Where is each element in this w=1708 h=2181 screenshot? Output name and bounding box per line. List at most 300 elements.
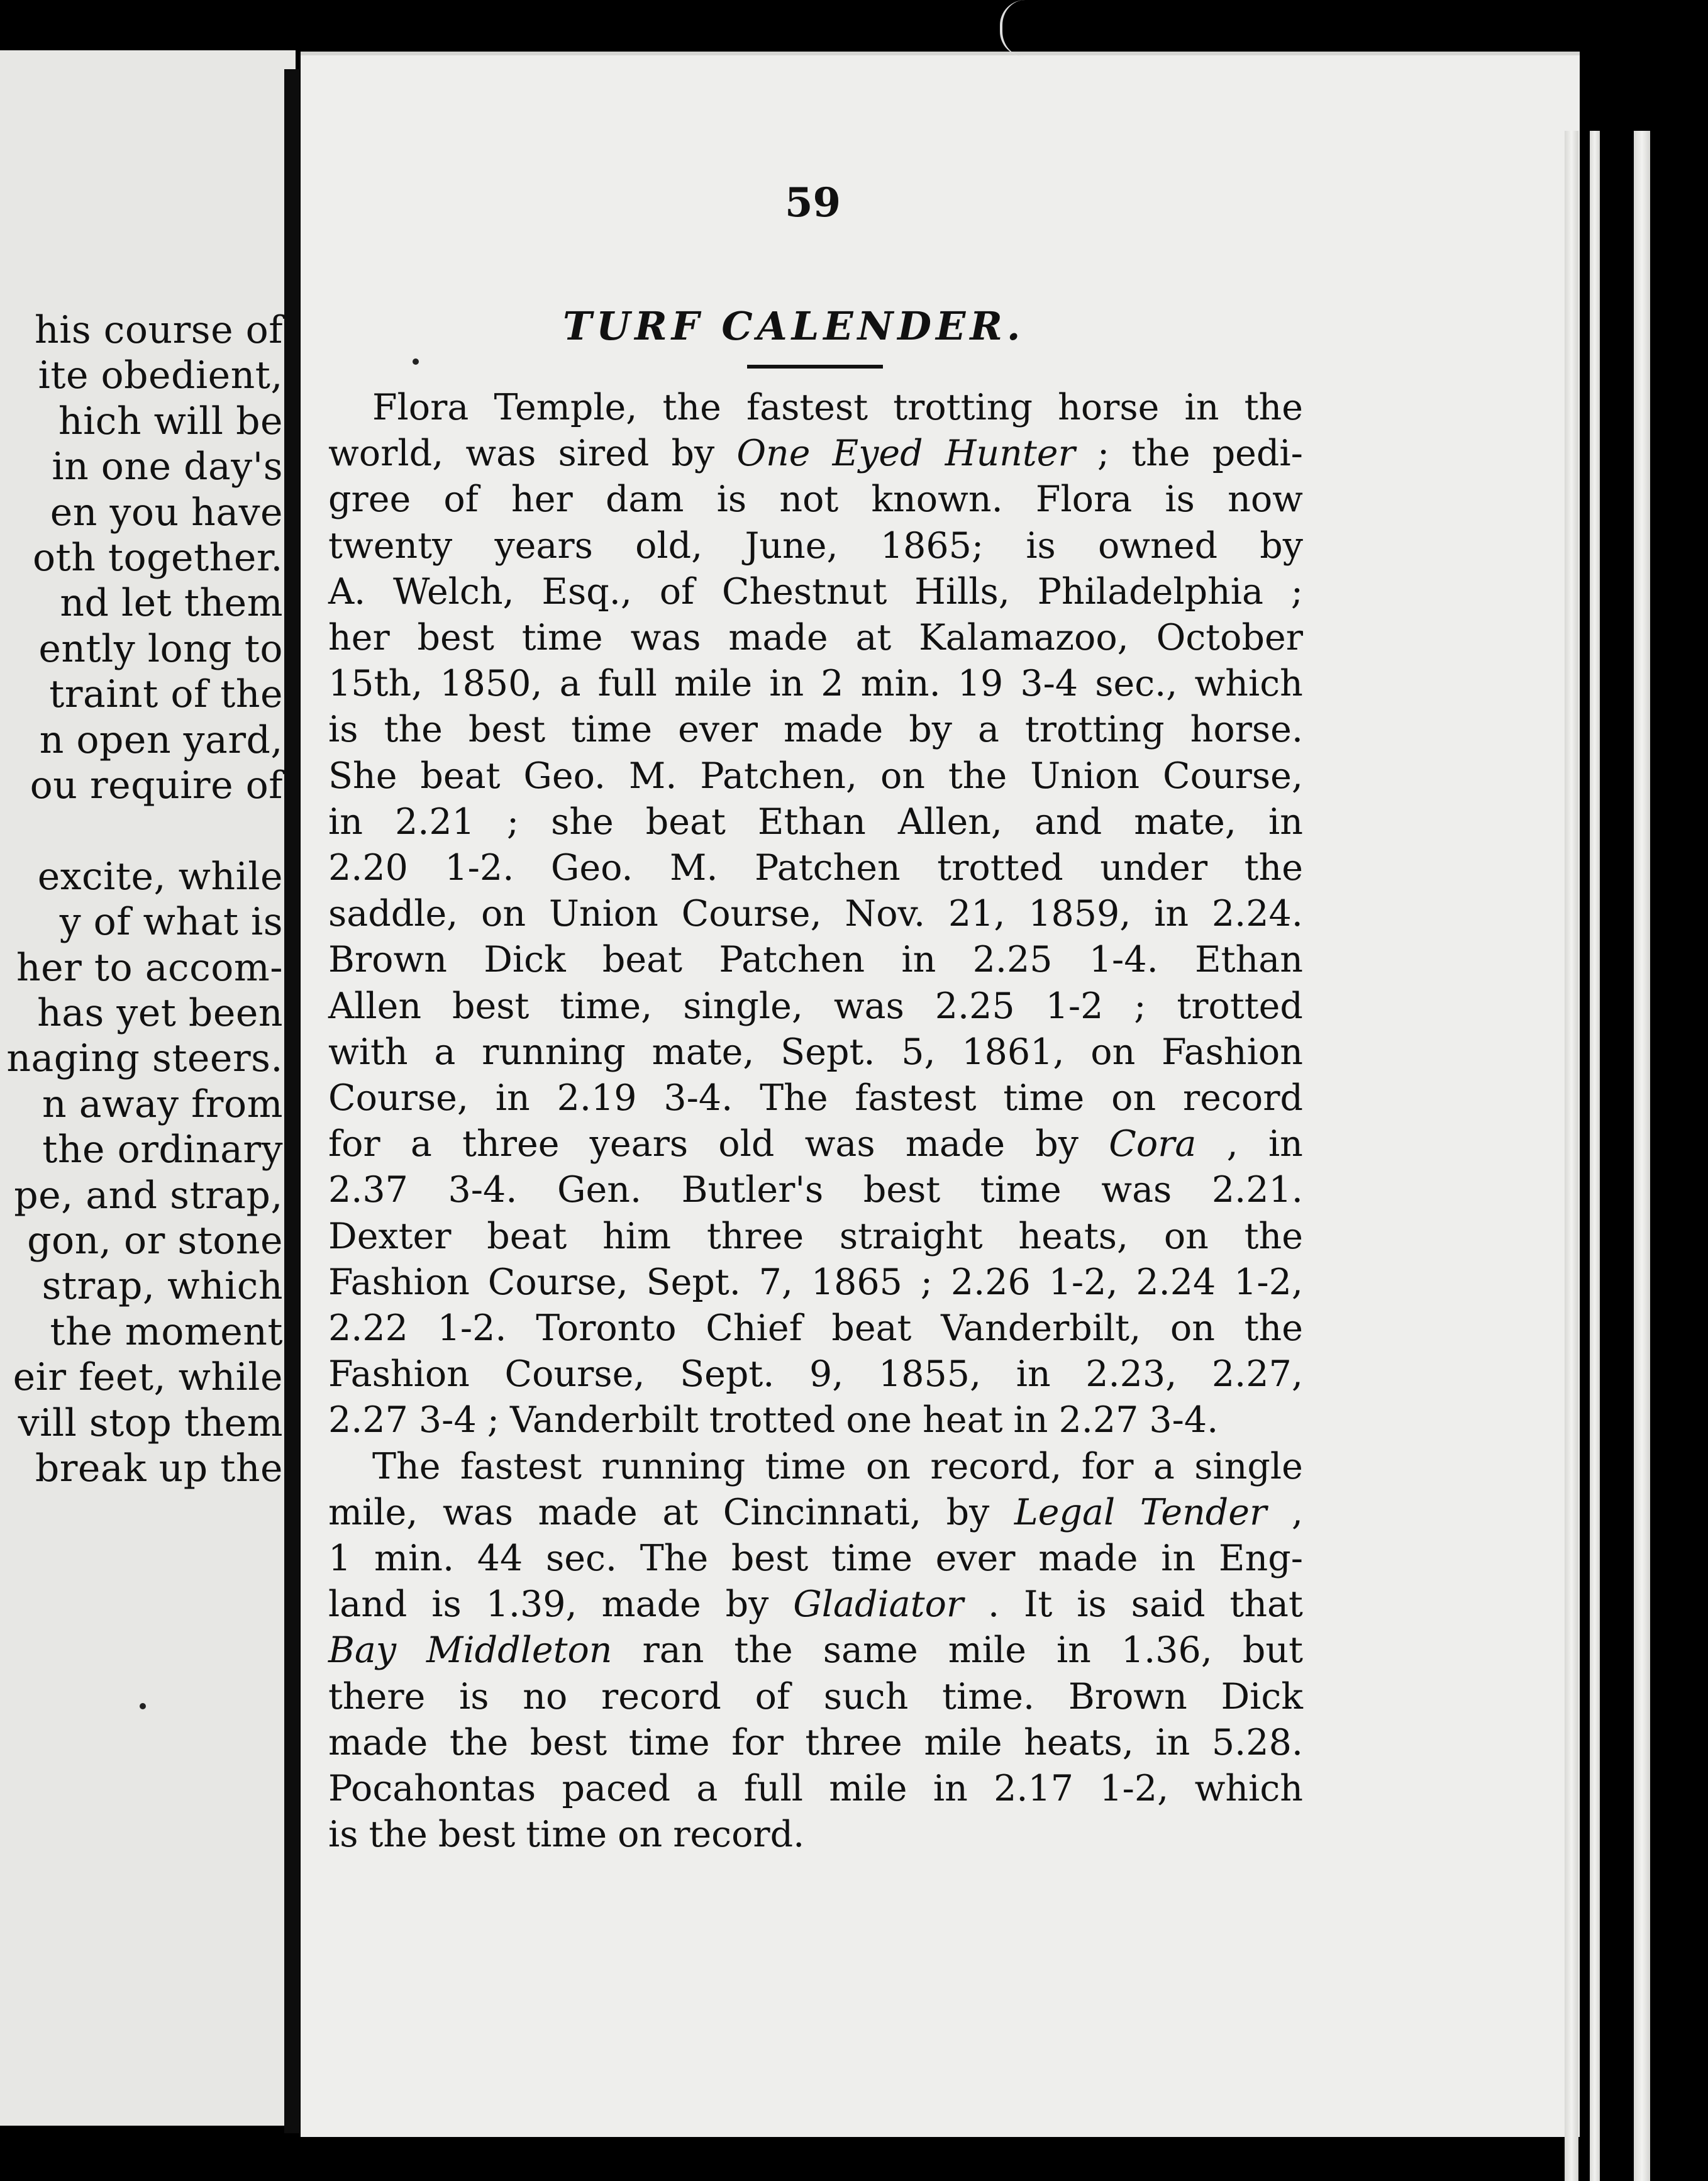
italic-word: Legal [1014,1491,1116,1533]
word: 2.22 [328,1307,408,1349]
text-line [328,1351,1303,1397]
text-line [328,1214,1303,1259]
word: 2.24 [1136,1261,1216,1303]
text-line [328,523,1303,569]
word: for [731,1721,784,1763]
word: the [369,1814,428,1856]
text-line [328,1812,1303,1857]
text-line [328,1720,1303,1765]
word: same [823,1629,918,1672]
word: is [328,709,358,751]
scan-artifact [1000,0,1028,57]
word: beat [420,755,501,797]
text-line [328,1029,1303,1075]
word: in [1013,1399,1048,1441]
word: 1.36, [1121,1629,1212,1672]
previous-page-line: y of what is [59,900,283,945]
word: time [628,1721,710,1763]
word: a [1153,1445,1175,1487]
word: record. [673,1814,805,1856]
italic-word: Tender [1140,1491,1267,1533]
word: running [601,1445,746,1487]
word: said [1131,1584,1206,1626]
text-line [328,615,1303,660]
word: beat [602,939,683,981]
previous-page-line: hich will be [58,399,283,443]
word: 19 [957,663,1004,705]
word: sired [558,433,650,475]
word: single [1194,1445,1303,1487]
word: trotted [1177,985,1303,1027]
word: horse [1058,387,1160,428]
previous-page-line: her to accom- [16,945,283,990]
word: 2.27 [1058,1399,1139,1441]
word: M. [670,847,718,889]
word: Ethan [1195,939,1303,981]
word: ever [678,709,758,751]
text-line [328,569,1303,614]
word: heats, [1018,1215,1129,1257]
word: Fashion [328,1261,470,1303]
word: Kalamazoo, [919,617,1129,658]
word: The [372,1445,441,1487]
word: 3-4 [418,1399,477,1441]
word: in [901,939,936,981]
word: in [1268,801,1303,843]
word: 1.39, [485,1584,577,1626]
word: time [1003,1077,1085,1119]
previous-page-line: n away from [42,1082,283,1126]
word: 2.21 [394,801,475,843]
word: world, [328,433,444,475]
previous-page-line: en you have [50,490,283,535]
previous-page-line: oth together. [32,536,283,580]
word: she [551,801,614,843]
word: 1859, [1028,893,1131,935]
previous-page-line: nd let them [60,581,283,626]
page-title: TURF CALENDER. [563,303,1025,349]
ink-dot [140,1703,146,1709]
word: in [933,1768,968,1809]
word: beat [487,1215,567,1257]
word: 1861, [962,1031,1065,1073]
word: trotted [937,847,1063,889]
word: time [521,617,603,658]
word: owned [1098,524,1218,567]
word: in [1016,1353,1051,1396]
word: now [1228,479,1303,521]
word: trotted [709,1399,836,1441]
word: saddle, [328,893,458,935]
word: the [1244,1215,1303,1257]
word: was [804,1123,875,1165]
word: 2.25 [934,985,1015,1027]
word: land [328,1584,408,1626]
word: him [602,1215,672,1257]
word: years [589,1123,689,1165]
page-edge [1565,131,1578,2181]
word: was [465,433,536,475]
text-line [328,1397,1303,1443]
word: on [1111,1077,1156,1119]
word: best [863,1169,941,1211]
word: in [1184,387,1219,428]
word: 2.19 [557,1077,637,1119]
word: Esq., [541,570,632,613]
word: a [434,1031,456,1073]
text-line [328,1260,1303,1305]
word: Patchen [719,939,865,981]
text-line [328,1582,1303,1627]
previous-page-line: traint of the [49,672,283,717]
word: full [743,1768,803,1809]
word: of [443,479,479,521]
word: Toronto [536,1307,677,1349]
text-line [328,431,1303,476]
word: known. [871,479,1003,521]
italic-word: Middleton [426,1629,613,1672]
word: by [946,1491,990,1533]
italic-word: Cora [1109,1123,1197,1165]
word: 2.21. [1211,1169,1303,1211]
word: Sept. [680,1353,775,1396]
word: 1-2. [437,1307,507,1349]
previous-page-line: gon, or stone [27,1219,283,1263]
word: beat [645,801,726,843]
text-line [328,937,1303,982]
word: is [459,1675,489,1718]
word: The [760,1077,828,1119]
word: best [731,1538,809,1579]
word: 3-4 [1020,663,1079,705]
previous-page-line: vill stop them [18,1401,283,1445]
text-line [328,1628,1303,1673]
word: pedi- [1212,433,1303,475]
word: three [706,1215,804,1257]
word: 1865 [811,1261,902,1303]
word: ; [1134,985,1146,1027]
word: 1-4. [1089,939,1158,981]
word: time. [942,1675,1035,1718]
word: 1-2 [1045,985,1104,1027]
previous-page-line: ou require of [30,763,283,807]
word: in [1155,1721,1190,1763]
word: time [831,1538,912,1579]
word: made [328,1721,428,1763]
word: Nov. [845,893,926,935]
previous-page [0,50,296,2126]
word: October [1156,617,1303,658]
word: the [1131,433,1190,475]
word: by [1260,524,1303,567]
word: Course, [1162,755,1303,797]
text-line [328,1490,1303,1535]
word: 1 [328,1538,352,1579]
word: time [980,1169,1062,1211]
previous-page-line: excite, while [37,854,283,899]
word: min. [860,663,941,705]
word: It [1023,1584,1053,1626]
word: Vanderbilt [509,1399,699,1441]
word: Patchen [754,847,901,889]
word: Union [548,893,658,935]
word: is [1026,524,1056,567]
word: in [1268,1123,1303,1165]
word: at [855,617,892,658]
word: is [328,1814,358,1856]
word: straight [839,1215,983,1257]
word: Philadelphia [1037,570,1263,613]
word: 5, [901,1031,936,1073]
word: record, [930,1445,1062,1487]
text-line [328,891,1303,936]
word: Brown [328,939,447,981]
word: on [1163,1215,1209,1257]
word: Welch, [393,570,514,613]
word: Vanderbilt, [941,1307,1141,1349]
word: that [1229,1584,1303,1626]
previous-page-line: in one day's [52,445,283,489]
word: 5.28. [1211,1721,1303,1763]
word: old [718,1123,775,1165]
word: Fashion [328,1353,470,1396]
word: Flora [372,387,469,428]
word: Eng- [1218,1538,1303,1579]
word: on [481,893,526,935]
word: there [328,1675,426,1718]
text-line [328,1306,1303,1351]
word: a [977,709,999,751]
word: . [988,1584,1000,1626]
word: on [865,1445,911,1487]
word: of [755,1675,790,1718]
word: sec., [1095,663,1178,705]
word: in [769,663,804,705]
word: under [1100,847,1208,889]
word: mile, [328,1491,418,1533]
text-line [328,1121,1303,1167]
word: 3-4. [448,1169,518,1211]
previous-page-line: strap, which [42,1264,283,1309]
word: such [823,1675,909,1718]
word: ; [487,1399,499,1441]
page-number: 59 [785,179,841,226]
word: three [805,1721,902,1763]
word: her [328,617,390,658]
word: The [640,1538,709,1579]
word: 2.27, [1211,1353,1303,1396]
word: Chief [706,1307,802,1349]
word: which [1194,663,1303,705]
word: ran [642,1629,704,1672]
word: heat [923,1399,1003,1441]
previous-page-line: ently long to [38,626,283,671]
word: was [833,985,904,1027]
word: 1-2, [1234,1261,1303,1303]
word: 2.25 [972,939,1053,981]
word: Brown [1068,1675,1187,1718]
word: was [1101,1169,1172,1211]
word: 2.20 [328,847,408,889]
text-line [328,1075,1303,1121]
word: for [328,1123,380,1165]
word: Dick [484,939,566,981]
previous-page-line: the ordinary [42,1128,283,1172]
word: ; [1097,433,1110,475]
word: made [601,1584,701,1626]
word: made [784,709,884,751]
word: record [601,1675,721,1718]
word: Course, [681,893,822,935]
word: Sept. [646,1261,741,1303]
word: best [468,709,546,751]
page-edge [1634,131,1650,2181]
word: Temple, [494,387,638,428]
italic-word: Eyed [832,433,923,475]
text-line [328,385,1303,430]
word: best [417,617,494,658]
word: best [452,985,530,1027]
word: Hills, [914,570,1010,613]
word: A. [328,570,366,613]
word: 1-2. [445,847,514,889]
word: Gen. [557,1169,642,1211]
word: a [559,663,581,705]
word: Flora [1035,479,1133,521]
word: made [728,617,828,658]
word: but [1242,1629,1303,1672]
word: mile [674,663,753,705]
text-line [328,1674,1303,1719]
word: made [905,1123,1006,1165]
word: made [1038,1538,1138,1579]
word: in [1161,1538,1196,1579]
ink-dot [413,358,419,365]
word: was [442,1491,513,1533]
word: 1865; [880,524,984,567]
word: Dick [1221,1675,1303,1718]
word: mate, [1134,801,1236,843]
word: ; [506,801,519,843]
word: the [1244,1307,1303,1349]
word: the [734,1629,793,1672]
text-line [328,845,1303,891]
word: time, [560,985,653,1027]
text-line [328,1536,1303,1581]
word: in [1056,1629,1091,1672]
word: Course, [328,1077,469,1119]
word: fastest [460,1445,582,1487]
previous-page-line: has yet been [37,991,283,1035]
word: Chestnut [721,570,887,613]
text-line [328,1444,1303,1489]
word: , [1226,1123,1238,1165]
word: beat [831,1307,912,1349]
word: in [495,1077,530,1119]
word: by [671,433,715,475]
word: 2.17 [994,1768,1074,1809]
word: 3-4. [663,1077,733,1119]
word: mile [829,1768,907,1809]
text-line [328,707,1303,752]
word: 7, [758,1261,794,1303]
word: in [328,801,363,843]
previous-page-line: break up the [35,1446,283,1490]
word: Geo. [523,755,606,797]
word: Ethan [757,801,866,843]
word: Butler's [681,1169,824,1211]
word: gree [328,479,411,521]
word: 44 [477,1538,523,1579]
word: 2.23, [1085,1353,1177,1396]
word: by [909,709,952,751]
word: heats, [1024,1721,1134,1763]
previous-page-line: his course of [35,308,283,352]
word: 1855, [878,1353,982,1396]
word: sec. [546,1538,618,1579]
word: on [618,1814,663,1856]
word: Patchen, [700,755,858,797]
word: best [530,1721,607,1763]
word: Pocahontas [328,1768,536,1809]
word: the [384,709,443,751]
word: 2.26 [950,1261,1031,1303]
word: of [659,570,695,613]
word: the [662,387,721,428]
word: 1-2, [1048,1261,1118,1303]
word: 2.37 [328,1169,408,1211]
text-line [328,984,1303,1029]
text-line [328,1766,1303,1811]
word: at [662,1491,699,1533]
word: 15th, [328,663,423,705]
word: which [1194,1768,1303,1809]
word: her [511,479,573,521]
word: by [725,1584,769,1626]
word: one [846,1399,912,1441]
word: no [523,1675,568,1718]
word: trotting [1024,709,1165,751]
word: made [538,1491,638,1533]
word: 2.24. [1211,893,1303,935]
word: old, [635,524,703,567]
word: a [410,1123,432,1165]
word: Geo. [550,847,633,889]
word: 2.27 [328,1399,408,1441]
text-line [328,661,1303,706]
italic-word: Bay [328,1629,397,1672]
previous-page-line: n open yard, [39,718,283,762]
word: M. [628,755,677,797]
word: paced [562,1768,671,1809]
word: Course, [487,1261,628,1303]
italic-word: Hunter [945,433,1075,475]
word: the [948,755,1007,797]
title-rule [747,365,883,369]
word: on [1090,1031,1136,1073]
italic-word: One [736,433,811,475]
word: not [779,479,839,521]
word: 9, [809,1353,844,1396]
text-line [328,1167,1303,1213]
word: Dexter [328,1215,452,1257]
word: fastest [855,1077,977,1119]
word: on [1170,1307,1215,1349]
word: 1850, [440,663,543,705]
word: by [1035,1123,1079,1165]
word: June, [745,524,838,567]
word: trotting [893,387,1033,428]
